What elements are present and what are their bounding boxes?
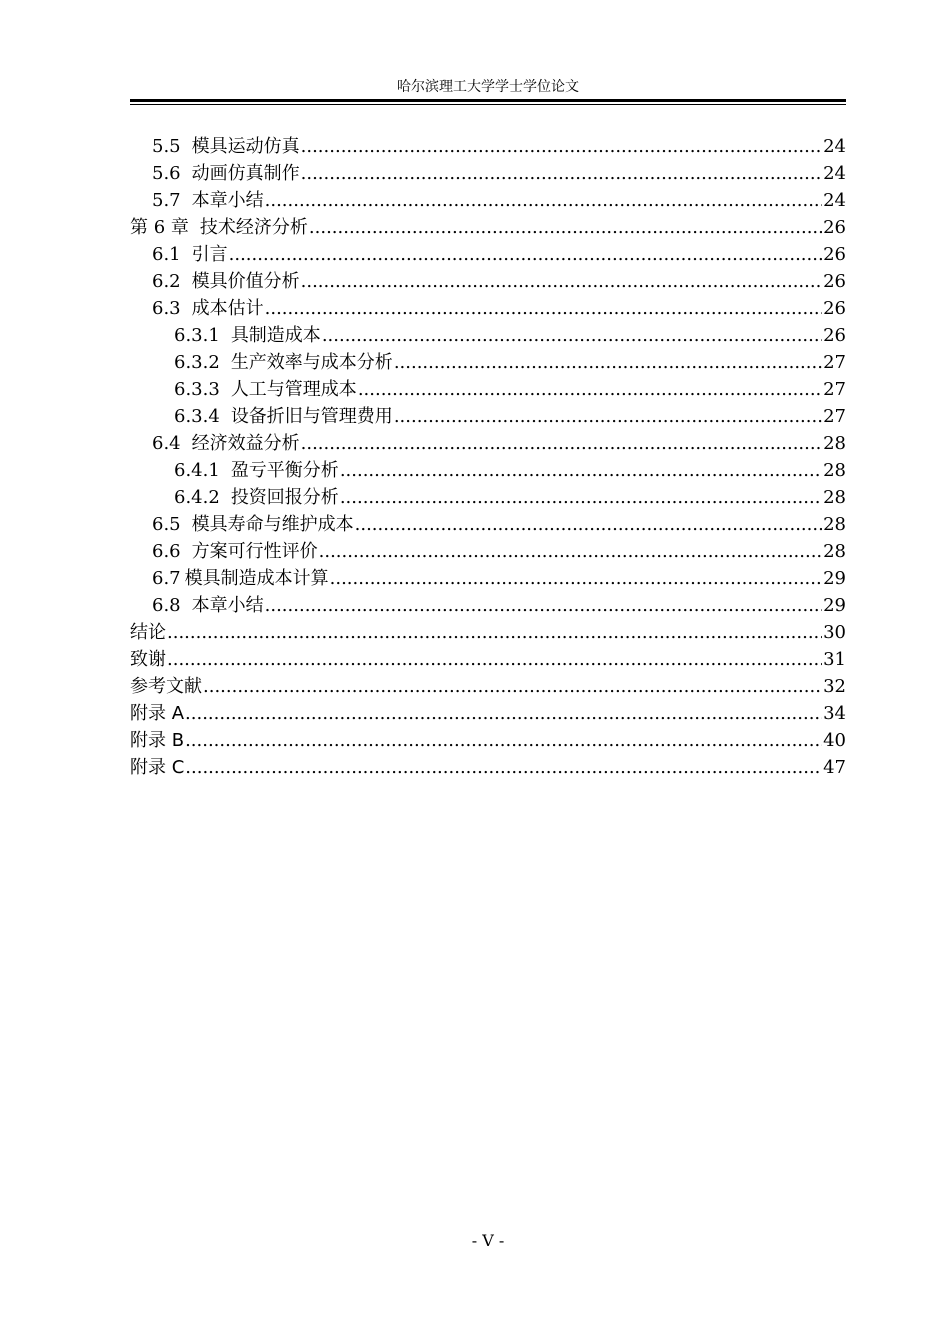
toc-entry-title: 技术经济分析	[199, 217, 308, 238]
toc-entry-title: 模具制造成本计算	[184, 568, 329, 589]
toc-entry-page: 26	[823, 325, 846, 346]
toc-entry-title: 附录 B	[130, 730, 185, 751]
toc-dot-leader	[301, 133, 822, 160]
header-rule-thick	[130, 99, 846, 102]
toc-dot-leader	[185, 700, 822, 727]
toc-entry[interactable]	[130, 646, 846, 673]
toc-entry[interactable]	[130, 754, 846, 781]
toc-entry[interactable]	[130, 214, 846, 241]
toc-entry-title: 投资回报分析	[230, 487, 339, 508]
toc-entry[interactable]	[130, 565, 846, 592]
toc-entry-page: 24	[823, 163, 846, 184]
toc-entry-page: 26	[823, 271, 846, 292]
toc-entry[interactable]	[130, 241, 846, 268]
toc-entry-number: 5.5	[152, 136, 181, 157]
toc-entry-page: 30	[823, 622, 846, 643]
toc-entry-page: 26	[823, 298, 846, 319]
toc-entry-page: 31	[823, 649, 846, 670]
toc-entry[interactable]	[130, 268, 846, 295]
toc-entry-title: 本章小结	[191, 190, 264, 211]
toc-dot-leader	[355, 511, 822, 538]
toc-entry[interactable]	[130, 673, 846, 700]
toc-entry-number: 6.4.1	[174, 460, 220, 481]
toc-entry-page: 26	[823, 217, 846, 238]
page-number: - V -	[471, 1231, 505, 1250]
toc-entry[interactable]	[130, 592, 846, 619]
toc-entry-number: 第 6 章	[130, 217, 189, 238]
toc-dot-leader	[322, 322, 822, 349]
toc-entry-page: 28	[823, 514, 846, 535]
toc-entry-page: 28	[823, 541, 846, 562]
header-rule-thin	[130, 104, 846, 105]
toc-dot-leader	[265, 592, 822, 619]
toc-entry-title: 盈亏平衡分析	[230, 460, 339, 481]
toc-entry-number: 6.4	[152, 433, 181, 454]
toc-dot-leader	[265, 187, 822, 214]
toc-entry-title: 具制造成本	[230, 325, 321, 346]
toc-entry[interactable]	[130, 295, 846, 322]
toc-entry-page: 28	[823, 460, 846, 481]
toc-entry-title: 模具寿命与维护成本	[191, 514, 354, 535]
toc-dot-leader	[301, 268, 822, 295]
toc-dot-leader	[167, 646, 822, 673]
toc-entry[interactable]	[130, 349, 846, 376]
toc-dot-leader	[265, 295, 822, 322]
toc-entry-page: 47	[823, 757, 846, 778]
toc-entry-page: 29	[823, 595, 846, 616]
toc-entry-title: 参考文献	[130, 676, 202, 697]
toc-entry-number: 6.5	[152, 514, 181, 535]
toc-entry-title: 模具运动仿真	[191, 136, 300, 157]
toc-dot-leader	[358, 376, 822, 403]
toc-entry-title: 附录 A	[130, 703, 185, 724]
toc-dot-leader	[319, 538, 822, 565]
toc-entry[interactable]	[130, 727, 846, 754]
toc-entry[interactable]	[130, 457, 846, 484]
toc-entry-page: 32	[823, 676, 846, 697]
toc-dot-leader	[301, 160, 822, 187]
toc-dot-leader	[394, 403, 822, 430]
toc-dot-leader	[229, 241, 822, 268]
toc-entry-number: 6.3.2	[174, 352, 220, 373]
toc-entry-title: 生产效率与成本分析	[230, 352, 393, 373]
toc-entry-number: 6.2	[152, 271, 181, 292]
toc-entry-number: 6.8	[152, 595, 181, 616]
toc-entry-title: 致谢	[130, 649, 166, 670]
toc-entry-title: 人工与管理成本	[230, 379, 357, 400]
toc-entry-page: 24	[823, 136, 846, 157]
toc-entry[interactable]	[130, 376, 846, 403]
toc-entry-page: 28	[823, 487, 846, 508]
toc-dot-leader	[394, 349, 822, 376]
toc-entry[interactable]	[130, 484, 846, 511]
toc-entry-title: 模具价值分析	[191, 271, 300, 292]
toc-entry-number: 5.6	[152, 163, 181, 184]
toc-entry[interactable]	[130, 430, 846, 457]
toc-entry-page: 29	[823, 568, 846, 589]
toc-entry-title: 动画仿真制作	[191, 163, 300, 184]
toc-dot-leader	[167, 619, 822, 646]
toc-entry[interactable]	[130, 322, 846, 349]
toc-entry[interactable]	[130, 187, 846, 214]
toc-entry-number: 6.3.4	[174, 406, 220, 427]
toc-entry-title: 方案可行性评价	[191, 541, 318, 562]
toc-entry-page: 34	[823, 703, 846, 724]
toc-dot-leader	[340, 457, 822, 484]
toc-entry-title: 成本估计	[191, 298, 264, 319]
toc-entry-page: 40	[823, 730, 846, 751]
toc-entry-number: 6.7	[152, 568, 181, 589]
toc-entry-title: 附录 C	[130, 757, 185, 778]
toc-entry-number: 6.4.2	[174, 487, 220, 508]
running-header: 哈尔滨理工大学学士学位论文	[397, 79, 579, 95]
toc-entry-title: 结论	[130, 622, 166, 643]
toc-entry-page: 26	[823, 244, 846, 265]
toc-entry-number: 6.3	[152, 298, 181, 319]
toc-entry-page: 24	[823, 190, 846, 211]
toc-dot-leader	[301, 430, 822, 457]
toc-entry-title: 本章小结	[191, 595, 264, 616]
toc-entry[interactable]	[130, 160, 846, 187]
toc-entry[interactable]	[130, 403, 846, 430]
toc-entry-number: 6.3.3	[174, 379, 220, 400]
toc-dot-leader	[185, 754, 822, 781]
toc-entry-number: 6.6	[152, 541, 181, 562]
toc-entry-number: 6.3.1	[174, 325, 220, 346]
toc-entry[interactable]	[130, 619, 846, 646]
toc-entry-title: 引言	[191, 244, 228, 265]
toc-entry-page: 27	[823, 379, 846, 400]
toc-entry-title: 经济效益分析	[191, 433, 300, 454]
table-of-contents	[130, 133, 846, 781]
toc-entry[interactable]	[130, 538, 846, 565]
toc-dot-leader	[340, 484, 822, 511]
toc-entry-page: 27	[823, 406, 846, 427]
toc-entry[interactable]	[130, 133, 846, 160]
toc-entry-number: 6.1	[152, 244, 181, 265]
toc-dot-leader	[330, 565, 822, 592]
toc-entry-page: 28	[823, 433, 846, 454]
toc-entry-number: 5.7	[152, 190, 181, 211]
toc-entry-page: 27	[823, 352, 846, 373]
toc-dot-leader	[185, 727, 822, 754]
toc-entry[interactable]	[130, 700, 846, 727]
toc-dot-leader	[309, 214, 822, 241]
toc-dot-leader	[203, 673, 822, 700]
toc-entry[interactable]	[130, 511, 846, 538]
toc-entry-title: 设备折旧与管理费用	[230, 406, 393, 427]
